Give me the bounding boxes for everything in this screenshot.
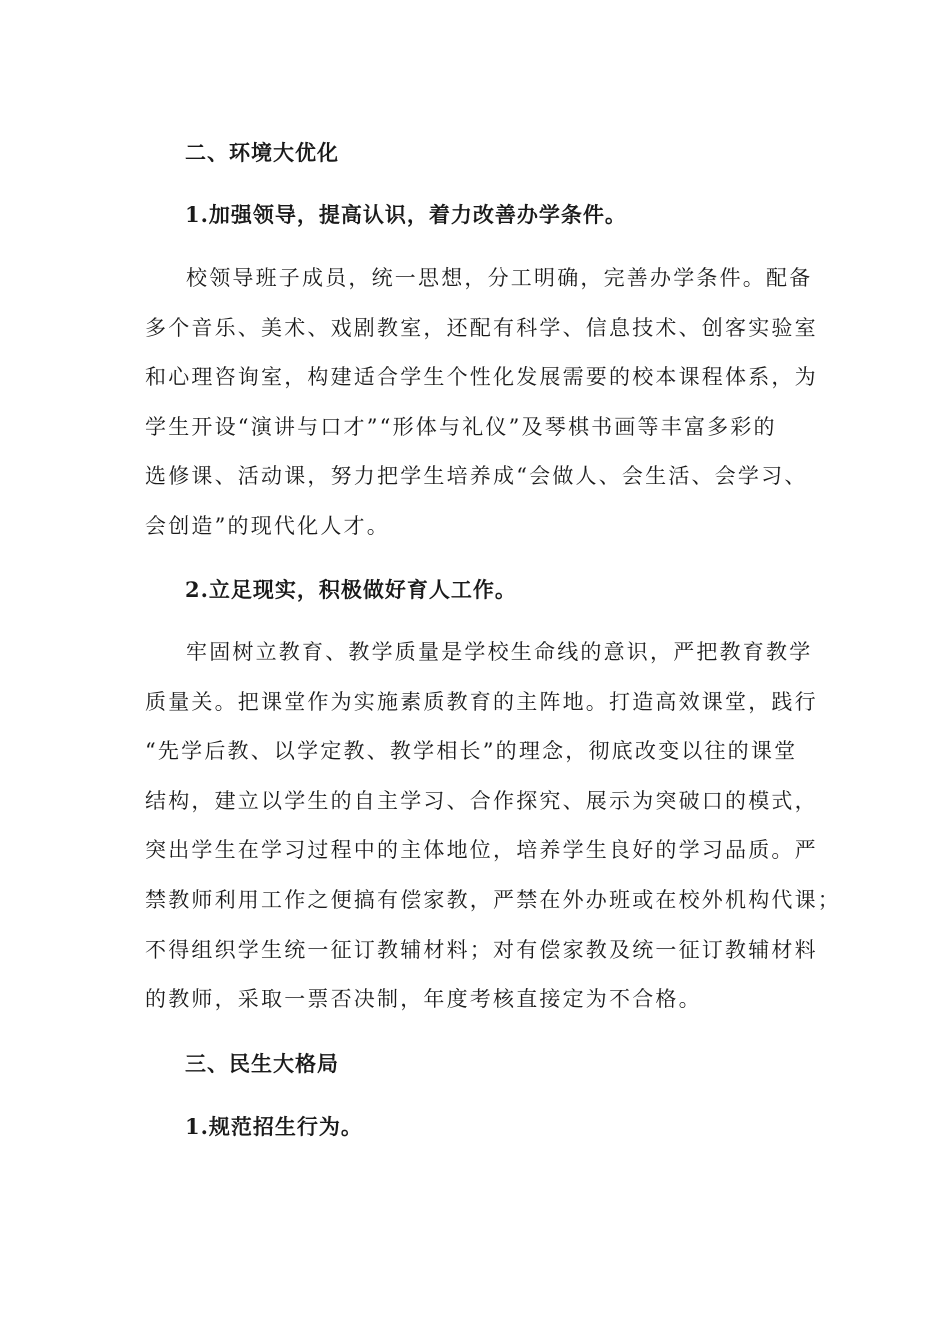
paragraph-line: 牢固树立教育、教学质量是学校生命线的意识，严把教育教学 — [186, 640, 813, 664]
paragraph-line: 质量关。把课堂作为实施素质教育的主阵地。打造高效课堂，践行 — [145, 689, 818, 714]
subsection-title-2-1: 1.加强领导，提高认识，着力改善办学条件。 — [185, 202, 627, 227]
paragraph-line: 和心理咨询室，构建适合学生个性化发展需要的校本课程体系，为 — [145, 365, 818, 390]
paragraph-2-1 — [145, 254, 818, 552]
paragraph-line: 学生开设“演讲与口才”“形体与礼仪”及琴棋书画等丰富多彩的 — [145, 414, 777, 439]
subsection-title-2-2: 2.立足现实，积极做好育人工作。 — [185, 577, 517, 602]
paragraph-line: “先学后教、以学定教、教学相长”的理念，彻底改变以往的课堂 — [145, 739, 798, 764]
paragraph-line: 的教师，采取一票否决制，年度考核直接定为不合格。 — [145, 987, 702, 1012]
paragraph-line: 突出学生在学习过程中的主体地位，培养学生良好的学习品质。严 — [145, 838, 818, 863]
paragraph-line: 校领导班子成员，统一思想，分工明确，完善办学条件。配备 — [186, 266, 813, 290]
paragraph-line: 不得组织学生统一征订教辅材料；对有偿家教及统一征订教辅材料 — [145, 937, 818, 962]
paragraph-line: 选修课、活动课，努力把学生培养成“会做人、会生活、会学习、 — [145, 464, 808, 489]
paragraph-2-2 — [145, 628, 841, 1025]
section-heading-2: 二、环境大优化 — [185, 140, 339, 165]
section-heading-3: 三、民生大格局 — [185, 1051, 339, 1076]
paragraph-line: 结构，建立以学生的自主学习、合作探究、展示为突破口的模式， — [145, 788, 818, 813]
subsection-title-3-1: 1.规范招生行为。 — [185, 1114, 363, 1139]
paragraph-line: 会创造”的现代化人才。 — [145, 513, 390, 538]
paragraph-line: 多个音乐、美术、戏剧教室，还配有科学、信息技术、创客实验室 — [145, 315, 818, 340]
paragraph-line: 禁教师利用工作之便搞有偿家教，严禁在外办班或在校外机构代课； — [145, 887, 841, 912]
